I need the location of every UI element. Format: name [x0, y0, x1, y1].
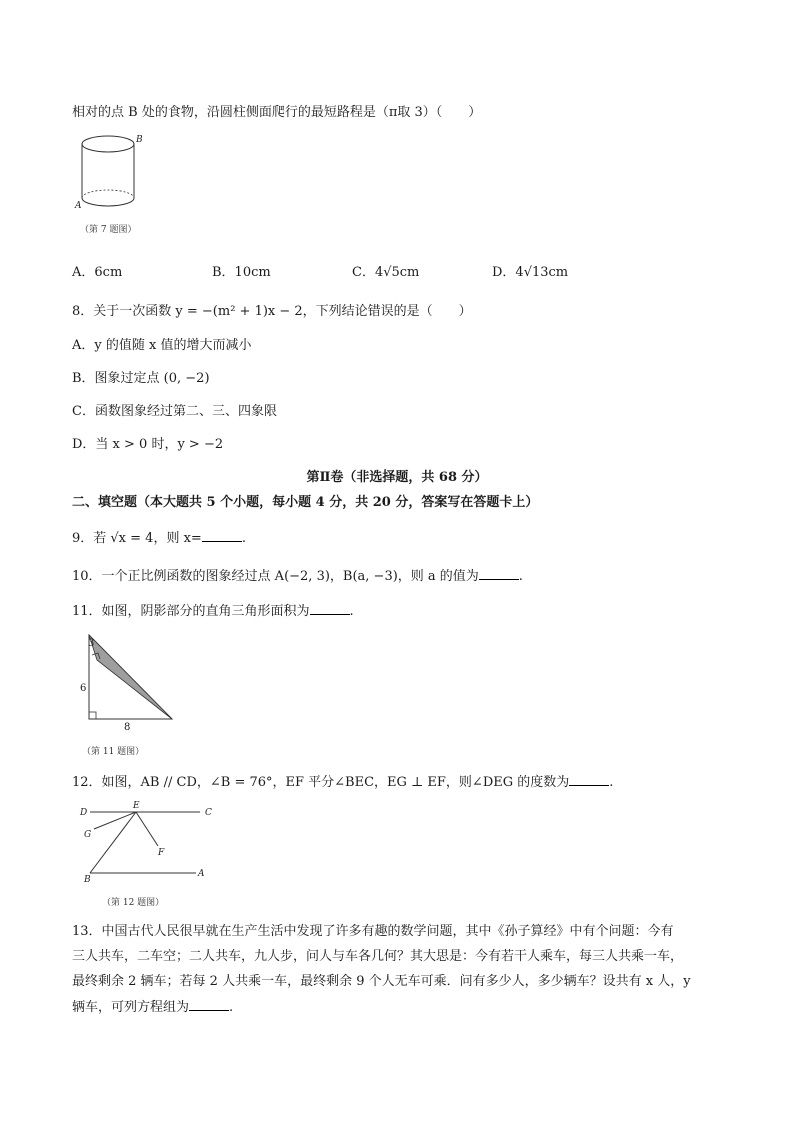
- label-g: G: [84, 830, 92, 840]
- q12-parallel-lines-figure: [78, 800, 218, 884]
- q11-end: .: [349, 604, 354, 619]
- label-e: E: [133, 801, 140, 811]
- q13-line-1: 13．中国古代人民很早就在生产生活中发现了许多有趣的数学问题，其中《孙子算经》中有个问题：今有: [72, 924, 674, 939]
- answer-blank[interactable]: [189, 1000, 229, 1011]
- q7-option-c: C．4√5cm: [352, 265, 420, 280]
- label-f: F: [158, 848, 165, 858]
- right-angle-mark-bottom: [89, 712, 96, 719]
- side-left-label: 6: [80, 683, 87, 694]
- q10-end: .: [518, 569, 523, 584]
- answer-blank[interactable]: [569, 775, 609, 786]
- q8-stem: 8．关于一次函数 y = −(m² + 1)x − 2，下列结论错误的是（ ）: [72, 304, 472, 319]
- section2-subtitle: 二、填空题（本大题共 5 个小题，每小题 4 分，共 20 分，答案写在答题卡上）: [72, 495, 539, 510]
- answer-blank[interactable]: [202, 531, 242, 542]
- label-c: C: [205, 808, 212, 818]
- q8-option-d: D．当 x > 0 时，y > −2: [72, 437, 224, 452]
- q13-line-4-wrap: [72, 996, 233, 1015]
- q7-stem: 相对的点 B 处的食物，沿圆柱侧面爬行的最短路程是（π取 3）（ ）: [72, 105, 482, 120]
- q13-end: .: [229, 1000, 234, 1015]
- q7-cylinder-figure: [72, 132, 152, 212]
- side-top-label: 3: [88, 638, 95, 649]
- q8-option-b: B．图象过定点 (0, −2): [72, 371, 210, 386]
- q9-text: 9．若 √x = 4，则 x=: [72, 531, 202, 546]
- q12-text: 12．如图，AB // CD，∠B = 76°，EF 平分∠BEC，EG ⊥ EF，则∠DEG 的度数为: [72, 775, 570, 790]
- q12-caption: （第 12 题图）: [102, 898, 165, 908]
- label-d: D: [80, 808, 88, 818]
- label-b: B: [136, 135, 143, 145]
- q8-option-c: C．函数图象经过第二、三、四象限: [72, 404, 277, 419]
- q11-caption: （第 11 题图）: [82, 747, 145, 757]
- answer-blank[interactable]: [479, 569, 519, 580]
- section2-title: 第Ⅱ卷（非选择题，共 68 分）: [306, 470, 488, 485]
- q12-end: .: [609, 775, 614, 790]
- segment-ef: [136, 812, 158, 846]
- q10-line: [72, 565, 523, 584]
- q13-line-4: 辆车，可列方程组为: [72, 1000, 190, 1015]
- label-b: B: [84, 875, 91, 884]
- label-a: A: [75, 201, 82, 211]
- q7-option-a: A．6cm: [72, 265, 123, 280]
- q11-triangle-figure: [74, 630, 184, 730]
- label-a: A: [198, 869, 205, 879]
- q9-end: .: [241, 531, 246, 546]
- q11-text: 11．如图，阴影部分的直角三角形面积为: [72, 604, 310, 619]
- q8-option-a: A．y 的值随 x 值的增大而减小: [72, 338, 252, 353]
- cylinder-top-ellipse: [82, 136, 134, 152]
- cylinder-bottom-arc: [82, 198, 134, 206]
- cylinder-bottom-back-arc: [82, 190, 134, 198]
- q12-line: [72, 771, 613, 790]
- q7-caption: （第 7 题图）: [80, 225, 137, 235]
- q7-option-d: D．4√13cm: [492, 265, 569, 280]
- q9-line: [72, 527, 246, 546]
- q7-option-b: B．10cm: [212, 265, 271, 280]
- side-bottom-label: 8: [124, 722, 131, 730]
- q13-line-3: 最终剩余 2 辆车；若每 2 人共乘一车，最终剩余 9 个人无车可乘．问有多少人，多少辆车？设共有 x 人，y: [72, 974, 691, 989]
- answer-blank[interactable]: [310, 604, 350, 615]
- q13-line-2: 三人共车，二车空；二人共车，九人步，问人与车各几何？其大思是：今有若干人乘车，每三人共乘一车，: [72, 949, 684, 964]
- q11-line: [72, 600, 354, 619]
- shaded-triangle: [89, 635, 172, 719]
- q10-text: 10．一个正比例函数的图象经过点 A(−2, 3)，B(a, −3)，则 a 的值为: [72, 569, 479, 584]
